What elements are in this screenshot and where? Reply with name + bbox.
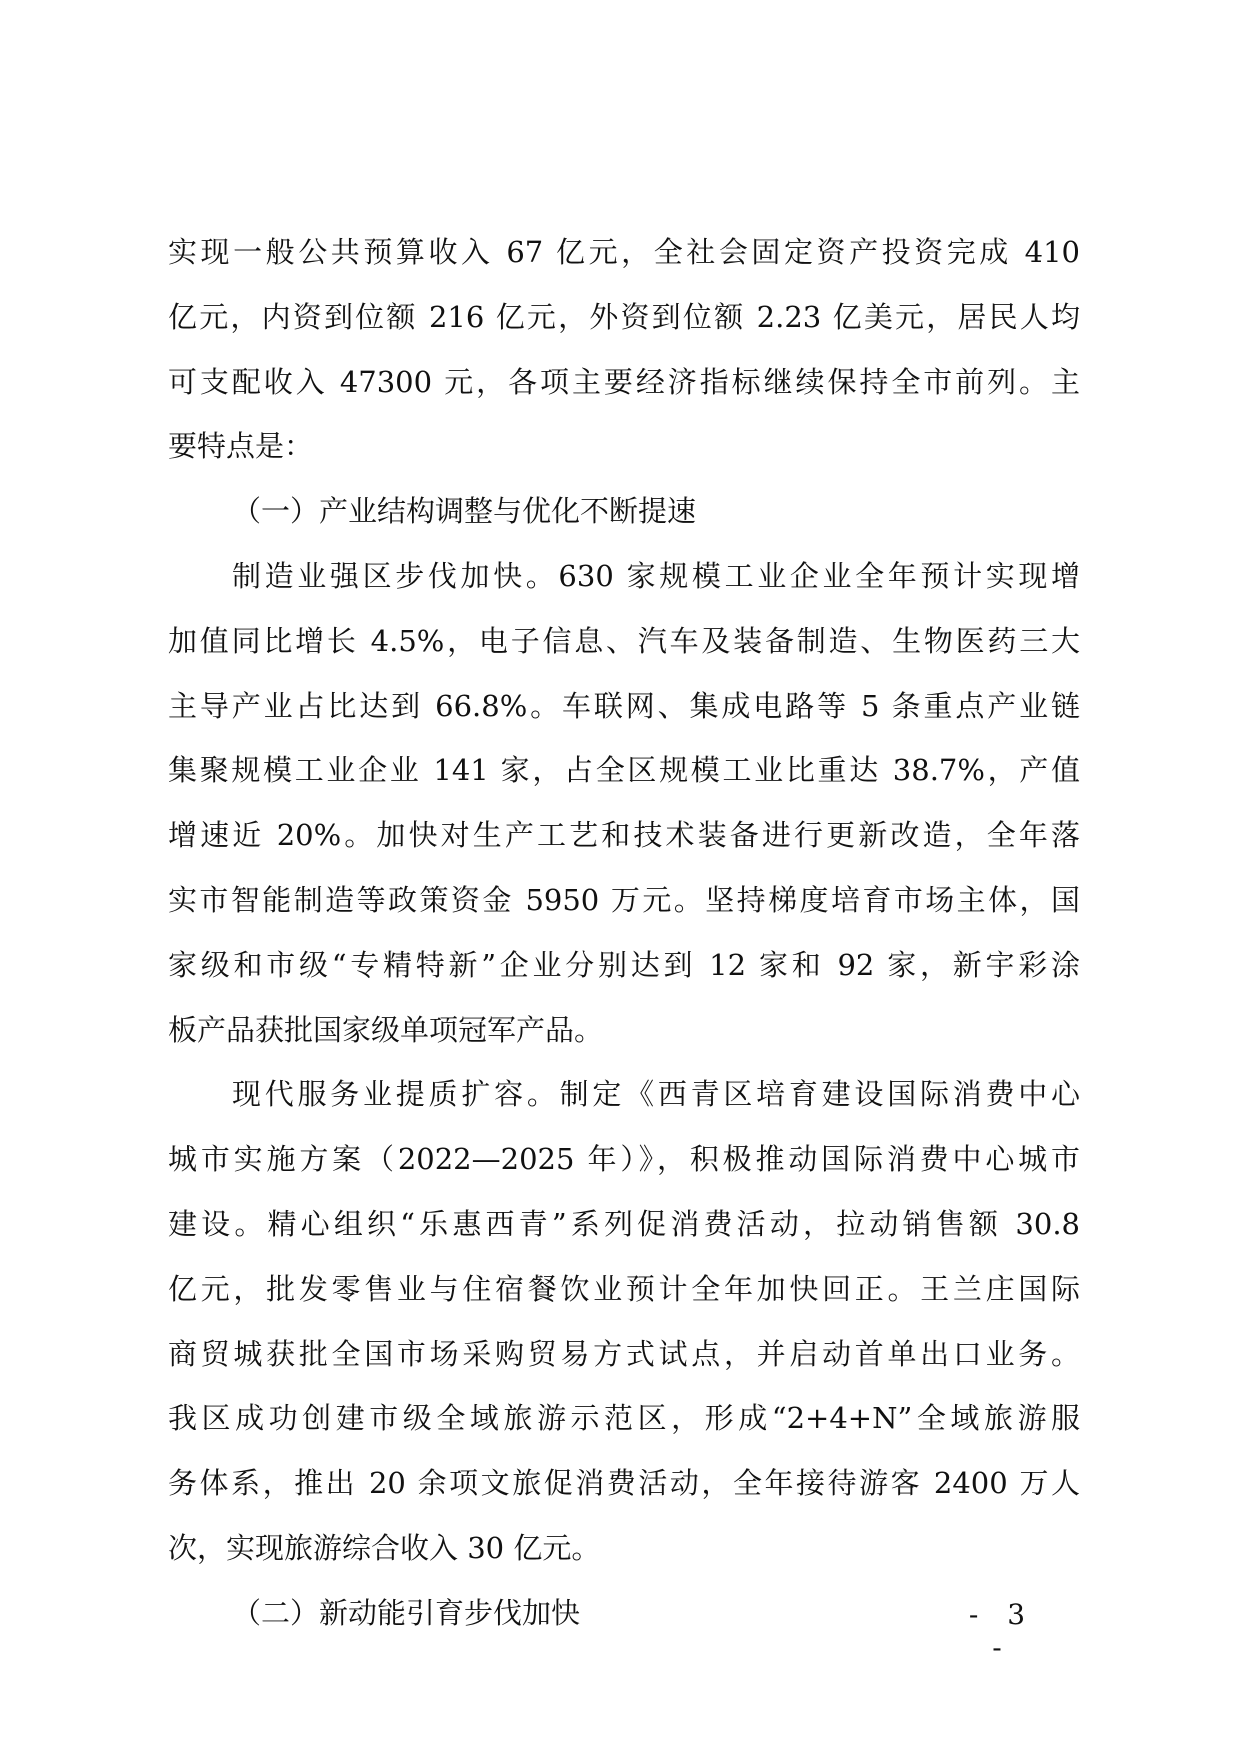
section-heading-new-momentum xyxy=(168,1581,1080,1646)
section-heading-industrial-structure xyxy=(168,479,1080,544)
text-line: 实市智能制造等政策资金 5950 万元。坚持梯度培育市场主体，国 xyxy=(168,882,1080,917)
paragraph-manufacturing xyxy=(168,544,1080,1062)
text-line: 城市实施方案（2022—2025 年）》，积极推动国际消费中心城市 xyxy=(168,1142,1080,1177)
text-line: 实现一般公共预算收入 67 亿元，全社会固定资产投资完成 410 xyxy=(168,235,1080,269)
text-line: 亿元，内资到位额 216 亿元，外资到位额 2.23 亿美元，居民人均 xyxy=(168,299,1080,334)
text-line: 加值同比增长 4.5%，电子信息、汽车及装备制造、生物医药三大 xyxy=(168,623,1080,658)
text-line: 次，实现旅游综合收入 30 亿元。 xyxy=(168,1530,601,1565)
text-line: 主导产业占比达到 66.8%。车联网、集成电路等 5 条重点产业链 xyxy=(168,688,1080,723)
text-line: 板产品获批国家级单项冠军产品。 xyxy=(168,1012,604,1047)
text-line: 我区成功创建市级全域旅游示范区，形成“2+4+N”全域旅游服 xyxy=(168,1401,1080,1436)
text-line: 可支配收入 47300 元，各项主要经济指标继续保持全市前列。主 xyxy=(168,364,1080,399)
paragraph-modern-services xyxy=(168,1062,1080,1580)
section-heading: （二）新动能引育步伐加快 xyxy=(232,1595,581,1630)
text-line: 建设。精心组织“乐惠西青”系列促消费活动，拉动销售额 30.8 xyxy=(168,1206,1080,1241)
text-line: 集聚规模工业企业 141 家，占全区规模工业比重达 38.7%，产值 xyxy=(168,753,1080,788)
text-line: 要特点是： xyxy=(168,429,314,464)
text-line: 现代服务业提质扩容。制定《西青区培育建设国际消费中心 xyxy=(232,1077,1080,1112)
section-heading: （一）产业结构调整与优化不断提速 xyxy=(232,494,697,529)
text-line: 家级和市级“专精特新”企业分别达到 12 家和 92 家，新宇彩涂 xyxy=(168,947,1080,982)
text-line: 务体系，推出 20 余项文旅促消费活动，全年接待游客 2400 万人 xyxy=(168,1466,1080,1501)
text-line: 制造业强区步伐加快。630 家规模工业企业全年预计实现增 xyxy=(232,558,1080,593)
paragraph-economic-summary xyxy=(168,220,1080,479)
page-number: - 3 - xyxy=(968,1598,1036,1664)
text-line: 商贸城获批全国市场采购贸易方式试点，并启动首单出口业务。 xyxy=(168,1336,1080,1371)
document-body xyxy=(168,220,1080,1646)
text-line: 亿元，批发零售业与住宿餐饮业预计全年加快回正。王兰庄国际 xyxy=(168,1271,1080,1306)
text-line: 增速近 20%。加快对生产工艺和技术装备进行更新改造，全年落 xyxy=(168,818,1080,853)
